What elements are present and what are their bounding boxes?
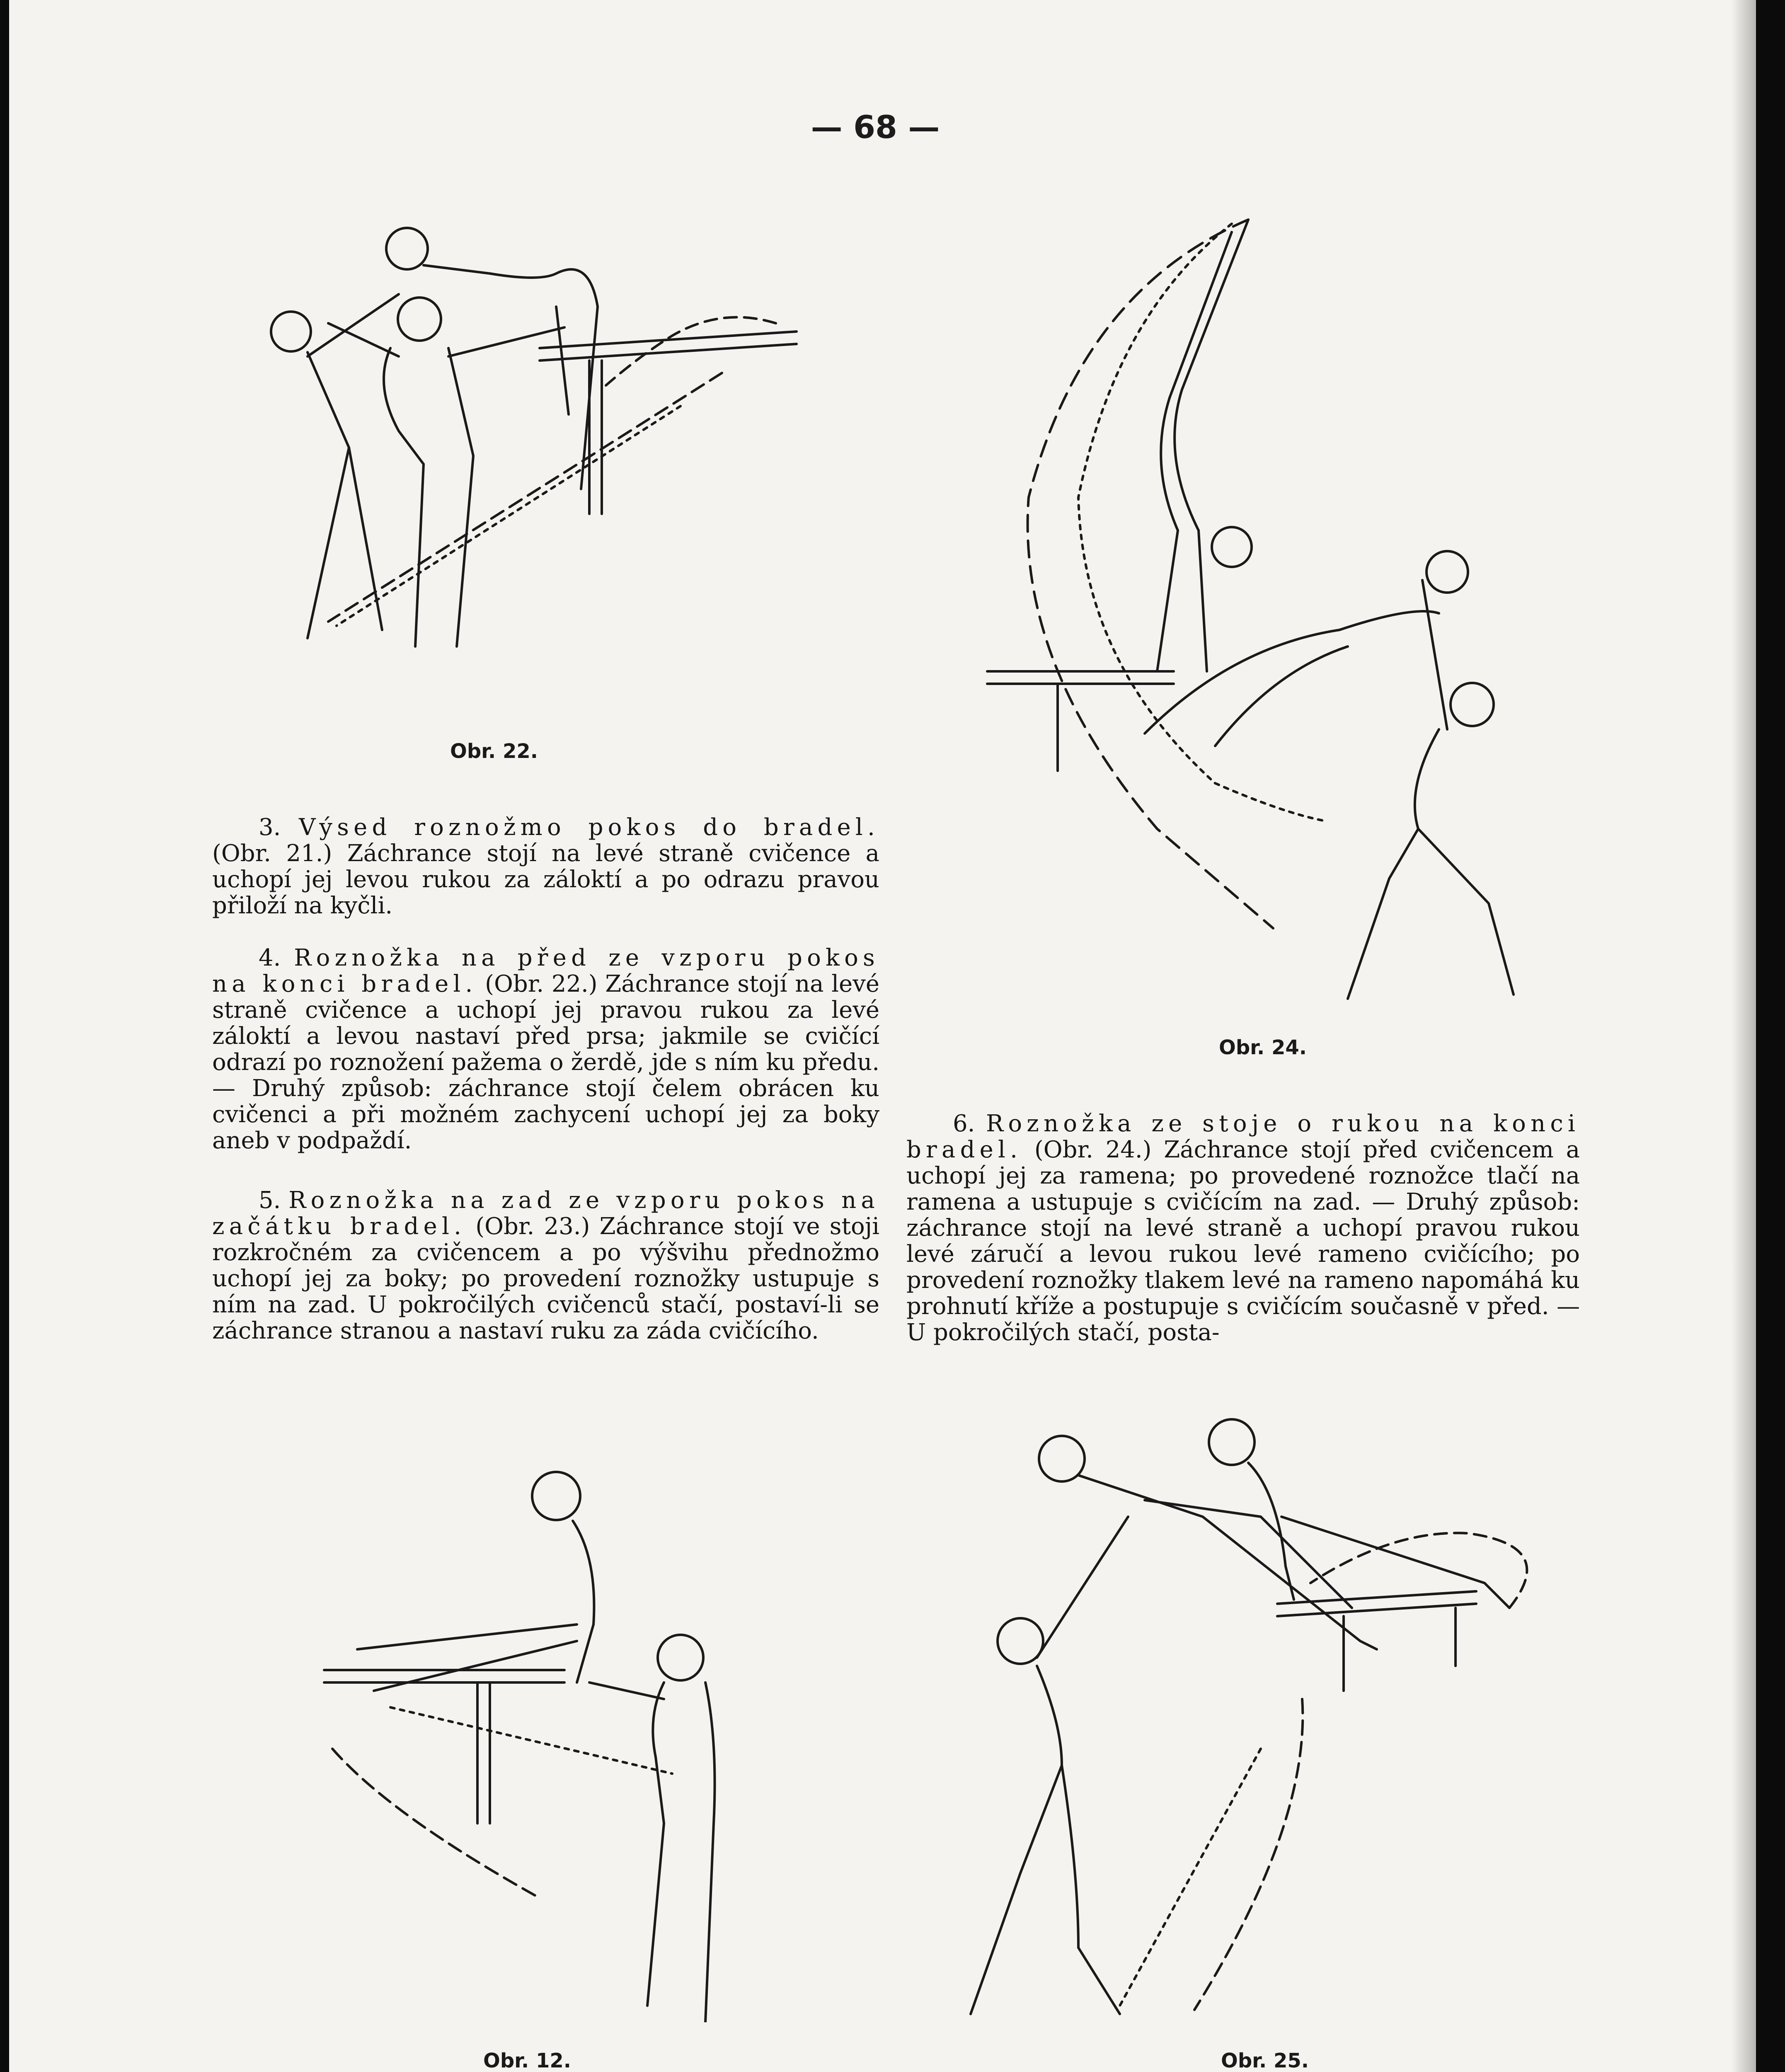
page-edge-shadow: [1731, 0, 1756, 2072]
paragraph-6-text: (Obr. 24.) Záchrance stojí před cvičencem a uchopí jej za ramena; po provedené roznožce tlačí na ramena a ustupuje s cvičícím na zad. — Druhý způsob: záchrance stojí na levé straně a uchopí pravou rukou levé záručí a levou rukou levé rameno cvičícího; po provedení roznožky tlakem levé na rameno napomáhá ku prohnutí kříže a postupuje s cvičícím současně v před. — U pokročilých stačí, posta-: [906, 1136, 1580, 1346]
paragraph-4-term: Roznožka na před ze vzporu pokos na konci bradel.: [212, 944, 879, 997]
figure-25: [937, 1409, 1592, 2047]
paragraph-3-number: 3.: [259, 814, 281, 841]
gymnasts-dismount-parallel-bars-illustration-icon: [225, 199, 813, 729]
figure-22: [225, 199, 813, 729]
figure-24: [983, 207, 1572, 1028]
figure-12-caption: Obr. 12.: [483, 2049, 571, 2072]
paragraph-6-term: Roznožka ze stoje o rukou na konci bradel.: [906, 1110, 1580, 1163]
paragraph-5: [212, 1187, 879, 1344]
straddle-forward-spotting-illustration-icon: [937, 1409, 1592, 2047]
paragraph-6: [906, 1111, 1580, 1346]
paragraph-4: [212, 945, 879, 1154]
figure-25-caption: Obr. 25.: [1221, 2049, 1309, 2072]
figure-22-caption: Obr. 22.: [450, 740, 538, 763]
paragraph-5-term: Roznožka na zad ze vzporu pokos na začátku bradel.: [212, 1187, 879, 1240]
paragraph-3-text: (Obr. 21.) Záchrance stojí na levé straně cvičence a uchopí jej levou rukou za záloktí a po odrazu pravou přiloží na kyčli.: [212, 840, 879, 919]
paragraph-4-number: 4.: [259, 944, 281, 971]
straddle-backward-spotting-illustration-icon: [308, 1450, 805, 2022]
paragraph-5-number: 5.: [259, 1187, 281, 1214]
paragraph-3: [212, 814, 879, 919]
page-number: — 68 —: [811, 109, 940, 145]
book-page: [9, 0, 1756, 2072]
handstand-straddle-dismount-illustration-icon: [983, 207, 1572, 1028]
figure-12: [308, 1450, 805, 2022]
paragraph-3-term: Výsed roznožmo pokos do bradel.: [298, 814, 879, 841]
paragraph-5-text: (Obr. 23.) Záchrance stojí ve stoji rozkročném za cvičencem a po výšvihu přednožmo uchopí jej za boky; po provedení roznožky ustupuje s ním na zad. U pokročilých cvičenců stačí, postaví-li se záchrance stranou a nastaví ruku za záda cvičícího.: [212, 1213, 879, 1344]
paragraph-4-text: (Obr. 22.) Záchrance stojí na levé straně cvičence a uchopí jej pravou rukou za levé záloktí a levou nastaví před prsa; jakmile se cvičící odrazí po roznožení pažema o žerdě, jde s ním ku předu. — Druhý způsob: záchrance stojí čelem obrácen ku cvičenci a při možném zachycení uchopí jej za boky aneb v podpaždí.: [212, 971, 879, 1154]
paragraph-6-number: 6.: [953, 1110, 975, 1137]
figure-24-caption: Obr. 24.: [1219, 1036, 1307, 1059]
